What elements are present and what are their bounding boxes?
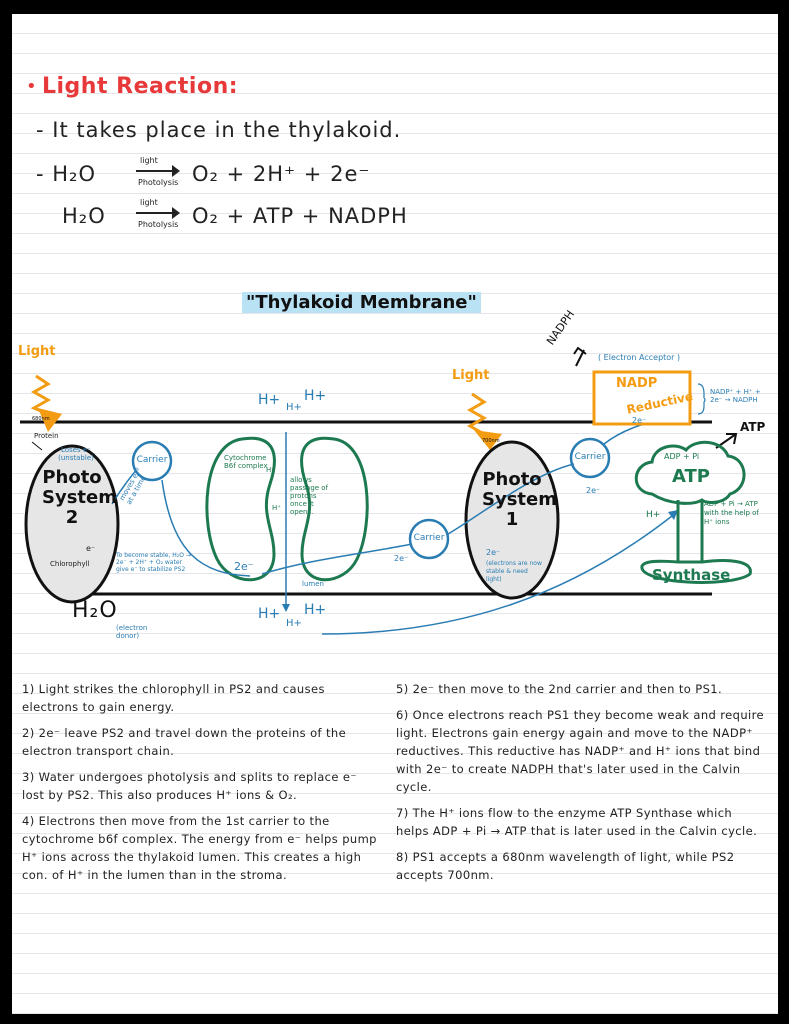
hplus-bottom-3: H+	[304, 602, 327, 618]
cytochrome-label: Cytochrome B6f complex	[224, 454, 268, 470]
ps2-loses-label: Loses e⁻ (unstable)	[58, 446, 94, 462]
equation-2-products: O₂ + ATP + NADPH	[192, 204, 408, 228]
note-4: 4) Electrons then move from the 1st carrier to the cytochrome b6f complex. The energy from e⁻ helps pump H⁺ ions across the thylakoid lumen. This creates a high con. of H⁺ in the lumen than in the stroma.	[22, 814, 377, 882]
diagram-title-text: "Thylakoid Membrane"	[242, 292, 481, 313]
note-8: 8) PS1 accepts a 680nm wavelength of light, while PS2 accepts 700nm.	[396, 850, 735, 882]
two-e-a-label: 2e⁻	[394, 554, 409, 563]
intro-line: - It takes place in the thylakoid.	[36, 118, 402, 142]
notes-right-column	[396, 680, 766, 884]
lumen-label: lumen	[302, 580, 324, 588]
proton-passage-label: allows passage of protons once it opens.	[290, 476, 329, 516]
light-ray-right-icon	[470, 394, 484, 434]
moves-label: moves e⁻² at a time	[118, 466, 148, 506]
ps1-line1: Photo	[482, 469, 542, 490]
two-e-mid-label: 2e⁻	[234, 560, 254, 573]
ps2-e-label: e⁻	[86, 544, 96, 553]
equation-1-lead: - H₂O	[36, 162, 96, 186]
water-stable-note: To become stable, H₂O → 2e⁻ + 2H⁺ + O₂ water give e⁻ to stabilize PS2	[116, 552, 191, 573]
two-e-d-label: 2e⁻	[632, 416, 647, 425]
proton-arrow-icon	[282, 604, 290, 612]
electron-path-2	[262, 544, 412, 574]
light-ray-left-icon	[34, 376, 48, 414]
h-plus-mid-inner: H⁺	[272, 504, 281, 512]
ps2-line3: 2	[65, 507, 79, 528]
hplus-bottom-1: H+	[258, 606, 281, 622]
note-3: 3) Water undergoes photolysis and splits to replace e⁻ lost by PS2. This also produces H⁺ ions & O₂.	[22, 770, 357, 802]
atp-hplus-label: H+	[646, 510, 661, 520]
equation-1-over: light	[140, 156, 158, 165]
nadp-bracket	[698, 384, 705, 414]
equation-2-lead: H₂O	[62, 204, 106, 228]
ps1-line3: 1	[505, 509, 519, 530]
ps2-line2: System	[42, 487, 117, 508]
atp-top-label: ADP + Pi	[664, 452, 700, 461]
notebook-page	[12, 14, 778, 1014]
reductive-label: Reductive	[625, 389, 695, 417]
nadp-equation: NADP⁺ + H⁺ + 2e⁻ → NADPH	[710, 388, 761, 404]
water-label: H₂O	[72, 598, 118, 623]
carrier-1-label: Carrier	[136, 455, 168, 465]
equation-2-over: light	[140, 198, 158, 207]
light-left-label: Light	[18, 344, 56, 359]
note-1: 1) Light strikes the chlorophyll in PS2 and causes electrons to gain energy.	[22, 682, 325, 714]
synthase-label: Synthase	[652, 566, 731, 584]
bullet-dot: •	[26, 76, 37, 97]
atp-note: ADP + Pi → ATP with the help of H⁺ ions	[704, 500, 759, 526]
hplus-top-3: H+	[304, 388, 327, 404]
two-e-b-label: 2e⁻	[486, 548, 501, 557]
carrier-3-label: Carrier	[574, 452, 606, 462]
ps1-title	[482, 469, 557, 530]
note-6: 6) Once electrons reach PS1 they become weak and require light. Electrons gain energy again and move to the NADP⁺ reductives. This reductive has NADP⁺ and H⁺ ions that bind with 2e⁻ to create NADPH that's later used in the Calvin cycle.	[396, 708, 764, 794]
hplus-top-2: H+	[286, 402, 302, 413]
note-7: 7) The H⁺ ions flow to the enzyme ATP Synthase which helps ADP + Pi → ATP that is later used in the Calvin cycle.	[396, 806, 758, 838]
atp-out-label: ATP	[740, 420, 766, 434]
notes-left-column	[22, 680, 382, 884]
section-heading: Light Reaction:	[42, 74, 239, 99]
h-plus-top-inner: H⁺	[266, 466, 275, 474]
protein-label: Protein	[34, 432, 59, 440]
chlorophyll-label: Chlorophyll	[50, 560, 90, 568]
atp-center-label: ATP	[672, 466, 711, 487]
wavelength-700-label: 700nm	[482, 438, 500, 444]
equation-1-under: Photolysis	[138, 178, 179, 187]
two-e-c-label: 2e⁻	[586, 486, 601, 495]
ps2-title	[42, 467, 117, 528]
ps1-line2: System	[482, 489, 557, 510]
ps1-note: (electrons are now stable & need light)	[486, 560, 542, 583]
carrier-2-label: Carrier	[413, 533, 445, 543]
electron-acceptor-label: ( Electron Acceptor )	[598, 353, 681, 362]
equation-2-under: Photolysis	[138, 220, 179, 229]
note-5: 5) 2e⁻ then move to the 2nd carrier and then to PS1.	[396, 682, 723, 696]
wavelength-680-label: 680nm	[32, 416, 50, 422]
protein-pointer	[32, 442, 42, 450]
atp-synthase-stalk	[678, 500, 702, 562]
light-right-label: Light	[452, 368, 490, 383]
nadph-out-label: NADPH	[544, 307, 578, 348]
equation-1-products: O₂ + 2H⁺ + 2e⁻	[192, 162, 371, 186]
ps2-line1: Photo	[42, 467, 102, 488]
hplus-bottom-2: H+	[286, 618, 302, 629]
electron-donor-label: (electron donor)	[116, 624, 148, 640]
hplus-top-1: H+	[258, 392, 281, 408]
note-2: 2) 2e⁻ leave PS2 and travel down the proteins of the electron transport chain.	[22, 726, 347, 758]
nadp-label: NADP	[616, 376, 658, 391]
